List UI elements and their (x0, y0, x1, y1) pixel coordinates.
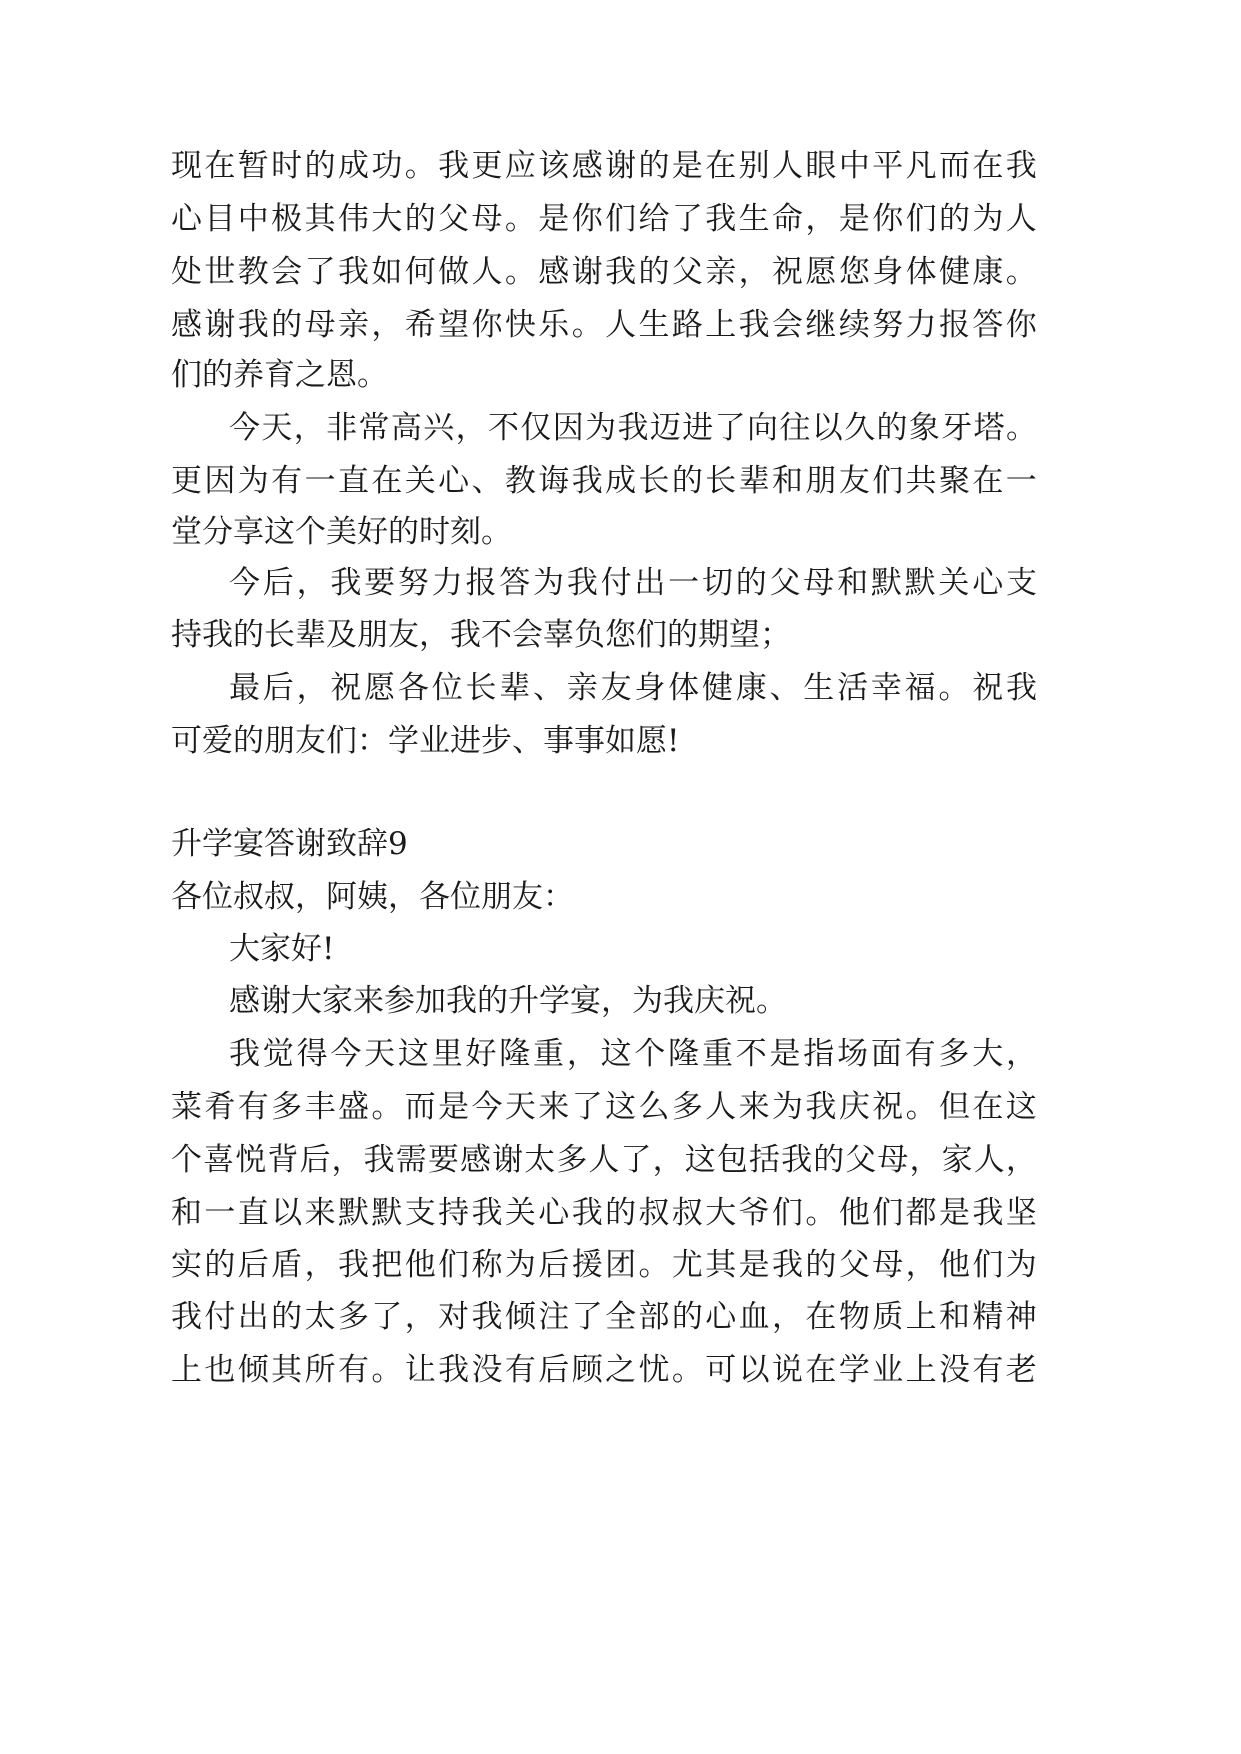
body-line: 个 喜 悦 背 后 ， 我 需 要 感 谢 太 多 人 了 ， 这 包 括 我 的 父 母 ， 家 人 ， (171, 1142, 1037, 1178)
body-line: 们的养育之恩。 (171, 357, 388, 393)
body-line: 实 的 后 盾 ， 我 把 他 们 称 为 后 援 团 。 尤 其 是 我 的 父 母 ， 他 们 为 (171, 1247, 1037, 1283)
body-line: 和 一 直 以 来 默 默 支 持 我 关 心 我 的 叔 叔 大 爷 们 。 他 们 都 是 我 坚 (171, 1195, 1037, 1231)
body-line: 现 在 暂 时 的 成 功 。 我 更 应 该 感 谢 的 是 在 别 人 眼 中 平 凡 而 在 我 (171, 148, 1037, 184)
body-line: 更 因 为 有 一 直 在 关 心 、 教 诲 我 成 长 的 长 辈 和 朋 友 们 共 聚 在 一 (171, 463, 1037, 499)
body-line: 处 世 教 会 了 我 如 何 做 人 。 感 谢 我 的 父 亲 ， 祝 愿 您 身 体 健 康 。 (171, 254, 1037, 290)
paragraph-first-line: 感谢大家来参加我的升学宴，为我庆祝。 (229, 983, 787, 1019)
body-line: 上 也 倾 其 所 有 。 让 我 没 有 后 顾 之 忧 。 可 以 说 在 学 业 上 没 有 老 (171, 1352, 1037, 1388)
greeting: 大家好! (229, 931, 335, 967)
body-line: 持我的长辈及朋友，我不会辜负您们的期望； (171, 617, 791, 653)
body-line: 我 付 出 的 太 多 了 ， 对 我 倾 注 了 全 部 的 心 血 ， 在 物 质 上 和 精 神 (171, 1299, 1037, 1335)
body-line: 感 谢 我 的 母 亲 ， 希 望 你 快 乐 。 人 生 路 上 我 会 继 续 努 力 报 答 你 (171, 307, 1037, 343)
section-title: 升学宴答谢致辞9 (171, 826, 408, 862)
paragraph-first-line: 我 觉 得 今 天 这 里 好 隆 重 ， 这 个 隆 重 不 是 指 场 面 有 多 大 ， (229, 1036, 1037, 1072)
body-line: 菜 肴 有 多 丰 盛 。 而 是 今 天 来 了 这 么 多 人 来 为 我 庆 祝 。 但 在 这 (171, 1089, 1037, 1125)
paragraph-first-line: 最 后 ， 祝 愿 各 位 长 辈 、 亲 友 身 体 健 康 、 生 活 幸 福 。 祝 我 (229, 670, 1037, 706)
salutation: 各位叔叔，阿姨，各位朋友： (171, 879, 574, 915)
paragraph-first-line: 今 天 ， 非 常 高 兴 ， 不 仅 因 为 我 迈 进 了 向 往 以 久 的 象 牙 塔 。 (229, 410, 1037, 446)
paragraph-first-line: 今 后 ， 我 要 努 力 报 答 为 我 付 出 一 切 的 父 母 和 默 默 关 心 支 (229, 565, 1037, 601)
body-line: 堂分享这个美好的时刻。 (171, 514, 512, 550)
body-line: 心 目 中 极 其 伟 大 的 父 母 。 是 你 们 给 了 我 生 命 ， 是 你 们 的 为 人 (171, 201, 1037, 237)
body-line: 可爱的朋友们：学业进步、事事如愿! (171, 723, 680, 759)
